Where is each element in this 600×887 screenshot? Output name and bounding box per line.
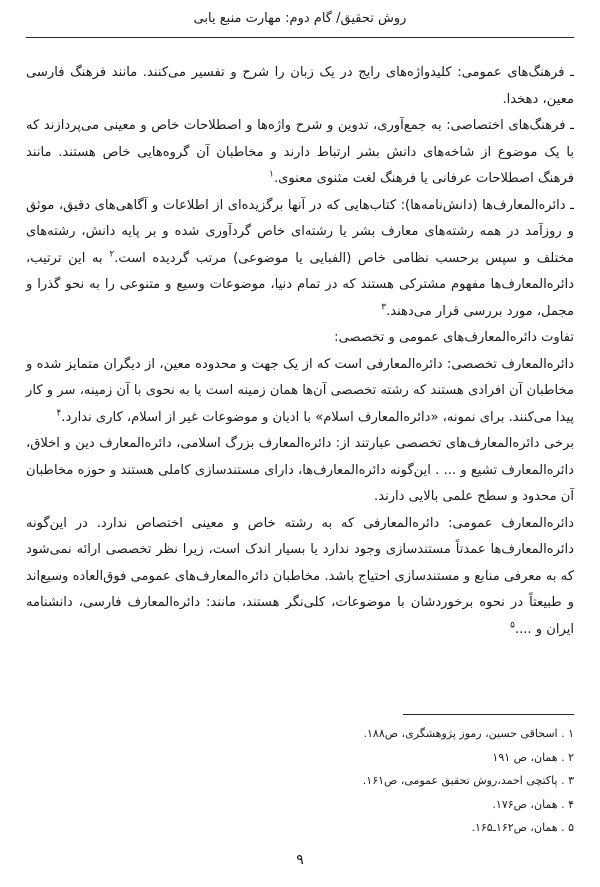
footnote-ref-1[interactable]: ۱ — [269, 169, 274, 180]
footnote-divider — [403, 714, 574, 715]
paragraph-specialized-examples — [26, 431, 574, 511]
footnote-item: ۱ . اسحاقی حسین، رموز پژوهشگری، ص۱۸۸. — [363, 727, 574, 740]
section-subheading — [26, 325, 574, 352]
paragraph-text: ـ دائره‌المعارف‌ها (دانش‌نامه‌ها): کتاب‌هایی که در آنها برگزیده‌ای از اطلاعات و آگاهی‌های دقیق، موثق و روزآمد در همه رشته‌های معارف بشر یا رشته‌ای خاص گردآوری شده و بر پایه دانش، رشته‌های مختلف و سپس برحسب نظامی خاص (الفبایی یا موضوعی) مرتب گردیده است. — [26, 197, 574, 266]
header-divider — [26, 37, 574, 38]
running-header: روش تحقیق/ گام دوم: مهارت منبع یابی — [193, 11, 407, 26]
footnote-item: ۳ . پاکتچی احمد،روش تحقیق عمومی، ص۱۶۱. — [362, 774, 574, 788]
subheading-text: تفاوت دائره‌المعارف‌های عمومی و تخصصی: — [334, 330, 574, 345]
paragraph-general-encyclopedia — [26, 511, 574, 644]
paragraph-text-continued: به این ترتیب، دائره‌المعارف‌ها مفهوم مشترکی هستند که در تمام دنیا، موضوعات وسیع و متنوعی را به نحو گذرا و مجمل، مورد بررسی قرار می‌دهند. — [26, 250, 574, 319]
footnote-item: ۴ . همان، ص۱۷۶. — [492, 797, 574, 811]
paragraph-text: ـ فرهنگ‌های اختصاصی: به جمع‌آوری، تدوین و شرح واژه‌ها و اصطلاحات خاص و معینی می‌پردازند که با یک موضوع از شاخه‌های دانش بشر ارتباط دارند و مخاطبان آن گروه‌هایی خاص هستند. مانند فرهنگ اصطلاحات عرفانی یا فرهنگ لغت مثنوی معنوی. — [26, 118, 574, 186]
footnote-item: ۲ . همان، ص ۱۹۱ — [492, 750, 574, 764]
page-number: ۹ — [296, 852, 304, 868]
paragraph-text: دائره‌المعارف عمومی: دائره‌المعارفی که به رشته خاص و معینی اختصاص ندارد. در این‌گونه دائره‌المعارف‌ها عمدتاً مستندسازی وجود ندارد یا بسیار اندک است، زیرا نظر تخصصی ارائه نمی‌شود که به معرفی منابع و مستندسازی احتیاج باشد. مخاطبان دائره‌المعارف‌های عمومی فوق‌العاده وسیع‌اند و طبیعتاً در نحوه برخوردشان با موضوعات، کلی‌نگر هستند، مانند: دائره‌المعارف فارسی، دانشنامه ایران و .... — [26, 515, 574, 637]
footnote-ref-2[interactable]: ۲ — [109, 249, 115, 260]
paragraph-text: دائره‌المعارف تخصصی: دائره‌المعارفی است که از یک جهت و محدوده معین، از دیگران متمایز شده و مخاطبان آن افرادی هستند که رشته تخصصی آن‌ها همان زمینه است یا به نحوی با آن زمینه، سر و کار پیدا می‌کنند. برای نمونه، «دائره‌المعارف اسلام» با ادیان و موضوعات غیر از اسلام، کاری ندارد. — [26, 356, 574, 425]
footnote-ref-3[interactable]: ۳ — [381, 302, 387, 313]
footnote-item: ۵ . همان، ص۱۶۲ـ۱۶۵. — [471, 821, 574, 835]
paragraph-general-dictionaries — [26, 60, 574, 113]
footnotes — [26, 722, 574, 840]
paragraph-specialized-dictionaries — [26, 113, 574, 193]
paragraph-text: برخی دائره‌المعارف‌های تخصصی عبارتند از: دائره‌المعارف بزرگ اسلامی، دائره‌المعارف دین و اخلاق، دائره‌المعارف تشیع و ... . این‌گونه دائره‌المعارف‌ها، دارای مستندسازی کاملی هستند و حوزه مخاطبان آن محدود و سطح علمی بالایی دارند. — [26, 436, 574, 504]
paragraph-text: ـ فرهنگ‌های عمومی: کلیدواژه‌های رایج در یک زبان را شرح و تفسیر می‌کنند. مانند فرهنگ فارسی معین، دهخدا. — [26, 65, 574, 107]
paragraph-specialized-encyclopedia — [26, 352, 574, 432]
paragraph-encyclopedias — [26, 193, 574, 326]
footnote-ref-4[interactable]: ۴ — [56, 408, 62, 419]
footnote-ref-5[interactable]: ۵ — [510, 620, 515, 631]
body-text — [26, 60, 574, 643]
